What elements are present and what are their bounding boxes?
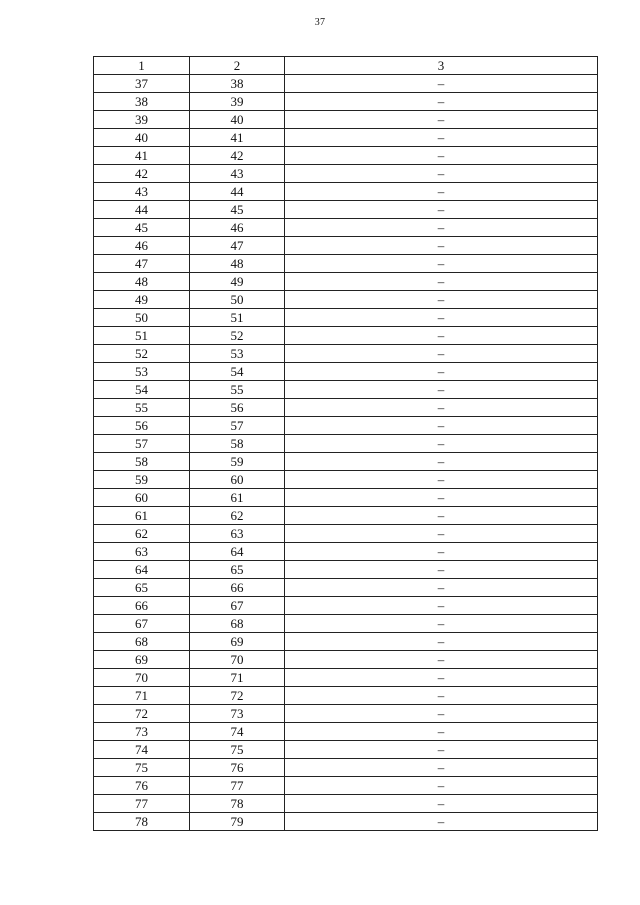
table-row <box>94 111 598 129</box>
table-cell-col-3: – <box>285 813 598 831</box>
table-cell-col-1: 46 <box>94 237 190 255</box>
table-cell-col-2: 70 <box>190 651 285 669</box>
table-row <box>94 597 598 615</box>
table-row <box>94 345 598 363</box>
table-cell-col-1: 70 <box>94 669 190 687</box>
table-cell-col-1: 76 <box>94 777 190 795</box>
table-row <box>94 633 598 651</box>
table-cell-col-3: – <box>285 201 598 219</box>
table-cell-col-2: 78 <box>190 795 285 813</box>
table-cell-col-1: 39 <box>94 111 190 129</box>
table-cell-col-3: – <box>285 435 598 453</box>
table-row <box>94 777 598 795</box>
table-cell-col-3: – <box>285 723 598 741</box>
table-row <box>94 399 598 417</box>
table-row <box>94 255 598 273</box>
table-cell-col-1: 66 <box>94 597 190 615</box>
table-cell-col-3: – <box>285 579 598 597</box>
table-cell-col-2: 56 <box>190 399 285 417</box>
table-cell-col-2: 51 <box>190 309 285 327</box>
table-cell-col-2: 45 <box>190 201 285 219</box>
table-cell-col-1: 48 <box>94 273 190 291</box>
table-cell-col-1: 42 <box>94 165 190 183</box>
table-cell-col-1: 50 <box>94 309 190 327</box>
table-cell-col-1: 64 <box>94 561 190 579</box>
column-header-2: 2 <box>190 57 285 75</box>
table-row <box>94 237 598 255</box>
table-cell-col-2: 42 <box>190 147 285 165</box>
column-header-3: 3 <box>285 57 598 75</box>
table-cell-col-2: 41 <box>190 129 285 147</box>
table-cell-col-1: 37 <box>94 75 190 93</box>
table-cell-col-2: 72 <box>190 687 285 705</box>
table-cell-col-3: – <box>285 237 598 255</box>
table-cell-col-3: – <box>285 615 598 633</box>
table-cell-col-3: – <box>285 507 598 525</box>
table-cell-col-3: – <box>285 651 598 669</box>
table-cell-col-1: 75 <box>94 759 190 777</box>
table-row <box>94 813 598 831</box>
table-cell-col-2: 64 <box>190 543 285 561</box>
table-cell-col-1: 67 <box>94 615 190 633</box>
table-row <box>94 669 598 687</box>
table-row <box>94 525 598 543</box>
table-cell-col-1: 71 <box>94 687 190 705</box>
table-cell-col-3: – <box>285 75 598 93</box>
table-row <box>94 327 598 345</box>
table-row <box>94 165 598 183</box>
table-cell-col-1: 58 <box>94 453 190 471</box>
table-cell-col-3: – <box>285 795 598 813</box>
table-cell-col-2: 54 <box>190 363 285 381</box>
table-cell-col-2: 59 <box>190 453 285 471</box>
table-row <box>94 363 598 381</box>
table-cell-col-2: 53 <box>190 345 285 363</box>
table-cell-col-2: 76 <box>190 759 285 777</box>
table-cell-col-3: – <box>285 525 598 543</box>
table-cell-col-3: – <box>285 273 598 291</box>
table-cell-col-2: 43 <box>190 165 285 183</box>
table-cell-col-3: – <box>285 669 598 687</box>
table-cell-col-2: 39 <box>190 93 285 111</box>
table-cell-col-1: 60 <box>94 489 190 507</box>
table-cell-col-3: – <box>285 705 598 723</box>
table-cell-col-1: 74 <box>94 741 190 759</box>
table-cell-col-3: – <box>285 183 598 201</box>
table-cell-col-3: – <box>285 777 598 795</box>
table-cell-col-2: 69 <box>190 633 285 651</box>
table-cell-col-1: 49 <box>94 291 190 309</box>
table-cell-col-2: 68 <box>190 615 285 633</box>
table-cell-col-2: 61 <box>190 489 285 507</box>
table-row <box>94 615 598 633</box>
page-number: 37 <box>314 17 326 28</box>
table-cell-col-2: 65 <box>190 561 285 579</box>
table-row <box>94 309 598 327</box>
table-cell-col-1: 62 <box>94 525 190 543</box>
table-cell-col-3: – <box>285 309 598 327</box>
table-cell-col-2: 40 <box>190 111 285 129</box>
table-cell-col-1: 53 <box>94 363 190 381</box>
table-cell-col-3: – <box>285 219 598 237</box>
table-cell-col-1: 41 <box>94 147 190 165</box>
table-cell-col-2: 48 <box>190 255 285 273</box>
table-cell-col-1: 65 <box>94 579 190 597</box>
table-row <box>94 273 598 291</box>
table-cell-col-2: 50 <box>190 291 285 309</box>
table-cell-col-2: 57 <box>190 417 285 435</box>
table-cell-col-1: 47 <box>94 255 190 273</box>
table-cell-col-1: 45 <box>94 219 190 237</box>
table-cell-col-3: – <box>285 471 598 489</box>
table-cell-col-3: – <box>285 759 598 777</box>
table-cell-col-3: – <box>285 345 598 363</box>
table-cell-col-1: 61 <box>94 507 190 525</box>
table-cell-col-3: – <box>285 453 598 471</box>
table-row <box>94 705 598 723</box>
table-row <box>94 129 598 147</box>
table-header-row <box>94 57 598 75</box>
table-cell-col-3: – <box>285 489 598 507</box>
table-cell-col-2: 52 <box>190 327 285 345</box>
table-row <box>94 453 598 471</box>
table-row <box>94 291 598 309</box>
table-row <box>94 759 598 777</box>
table-row <box>94 489 598 507</box>
table-cell-col-3: – <box>285 687 598 705</box>
table-cell-col-1: 68 <box>94 633 190 651</box>
table-row <box>94 381 598 399</box>
table-row <box>94 795 598 813</box>
table-row <box>94 543 598 561</box>
table-cell-col-1: 38 <box>94 93 190 111</box>
table-cell-col-2: 44 <box>190 183 285 201</box>
table-cell-col-1: 56 <box>94 417 190 435</box>
table-cell-col-2: 55 <box>190 381 285 399</box>
table-cell-col-1: 63 <box>94 543 190 561</box>
table-cell-col-2: 62 <box>190 507 285 525</box>
column-header-1: 1 <box>94 57 190 75</box>
table-row <box>94 723 598 741</box>
table-cell-col-3: – <box>285 327 598 345</box>
table-cell-col-1: 72 <box>94 705 190 723</box>
table-cell-col-2: 73 <box>190 705 285 723</box>
table-body <box>94 75 598 831</box>
table-cell-col-3: – <box>285 363 598 381</box>
table-cell-col-1: 73 <box>94 723 190 741</box>
table-row <box>94 93 598 111</box>
table-cell-col-1: 44 <box>94 201 190 219</box>
table-cell-col-1: 55 <box>94 399 190 417</box>
table-cell-col-2: 46 <box>190 219 285 237</box>
table-row <box>94 75 598 93</box>
table-cell-col-3: – <box>285 147 598 165</box>
table-cell-col-1: 77 <box>94 795 190 813</box>
table-cell-col-1: 52 <box>94 345 190 363</box>
table-cell-col-3: – <box>285 597 598 615</box>
table-cell-col-2: 66 <box>190 579 285 597</box>
table-cell-col-3: – <box>285 741 598 759</box>
table-cell-col-2: 77 <box>190 777 285 795</box>
table-cell-col-3: – <box>285 111 598 129</box>
table-cell-col-3: – <box>285 381 598 399</box>
table-cell-col-3: – <box>285 165 598 183</box>
table-cell-col-2: 60 <box>190 471 285 489</box>
table-row <box>94 417 598 435</box>
table-cell-col-1: 51 <box>94 327 190 345</box>
table-cell-col-3: – <box>285 291 598 309</box>
table-row <box>94 471 598 489</box>
table-row <box>94 741 598 759</box>
table-cell-col-3: – <box>285 417 598 435</box>
table-cell-col-1: 43 <box>94 183 190 201</box>
table-row <box>94 561 598 579</box>
table-cell-col-2: 74 <box>190 723 285 741</box>
table-row <box>94 579 598 597</box>
table-cell-col-2: 75 <box>190 741 285 759</box>
table-cell-col-2: 79 <box>190 813 285 831</box>
table-row <box>94 435 598 453</box>
table-row <box>94 147 598 165</box>
table-cell-col-3: – <box>285 399 598 417</box>
table-row <box>94 183 598 201</box>
table-cell-col-2: 49 <box>190 273 285 291</box>
table-row <box>94 507 598 525</box>
table-cell-col-1: 54 <box>94 381 190 399</box>
table-cell-col-3: – <box>285 561 598 579</box>
table-cell-col-1: 59 <box>94 471 190 489</box>
table-cell-col-3: – <box>285 93 598 111</box>
table-cell-col-2: 38 <box>190 75 285 93</box>
table-cell-col-1: 57 <box>94 435 190 453</box>
table-row <box>94 687 598 705</box>
table-row <box>94 201 598 219</box>
table-cell-col-2: 71 <box>190 669 285 687</box>
table-cell-col-3: – <box>285 255 598 273</box>
table-row <box>94 651 598 669</box>
table-cell-col-3: – <box>285 543 598 561</box>
table-cell-col-1: 69 <box>94 651 190 669</box>
table-cell-col-2: 47 <box>190 237 285 255</box>
table-row <box>94 219 598 237</box>
table-cell-col-2: 58 <box>190 435 285 453</box>
table-cell-col-1: 78 <box>94 813 190 831</box>
table-cell-col-2: 63 <box>190 525 285 543</box>
data-table <box>93 56 598 831</box>
table-cell-col-3: – <box>285 129 598 147</box>
table-cell-col-2: 67 <box>190 597 285 615</box>
table-cell-col-3: – <box>285 633 598 651</box>
table-cell-col-1: 40 <box>94 129 190 147</box>
